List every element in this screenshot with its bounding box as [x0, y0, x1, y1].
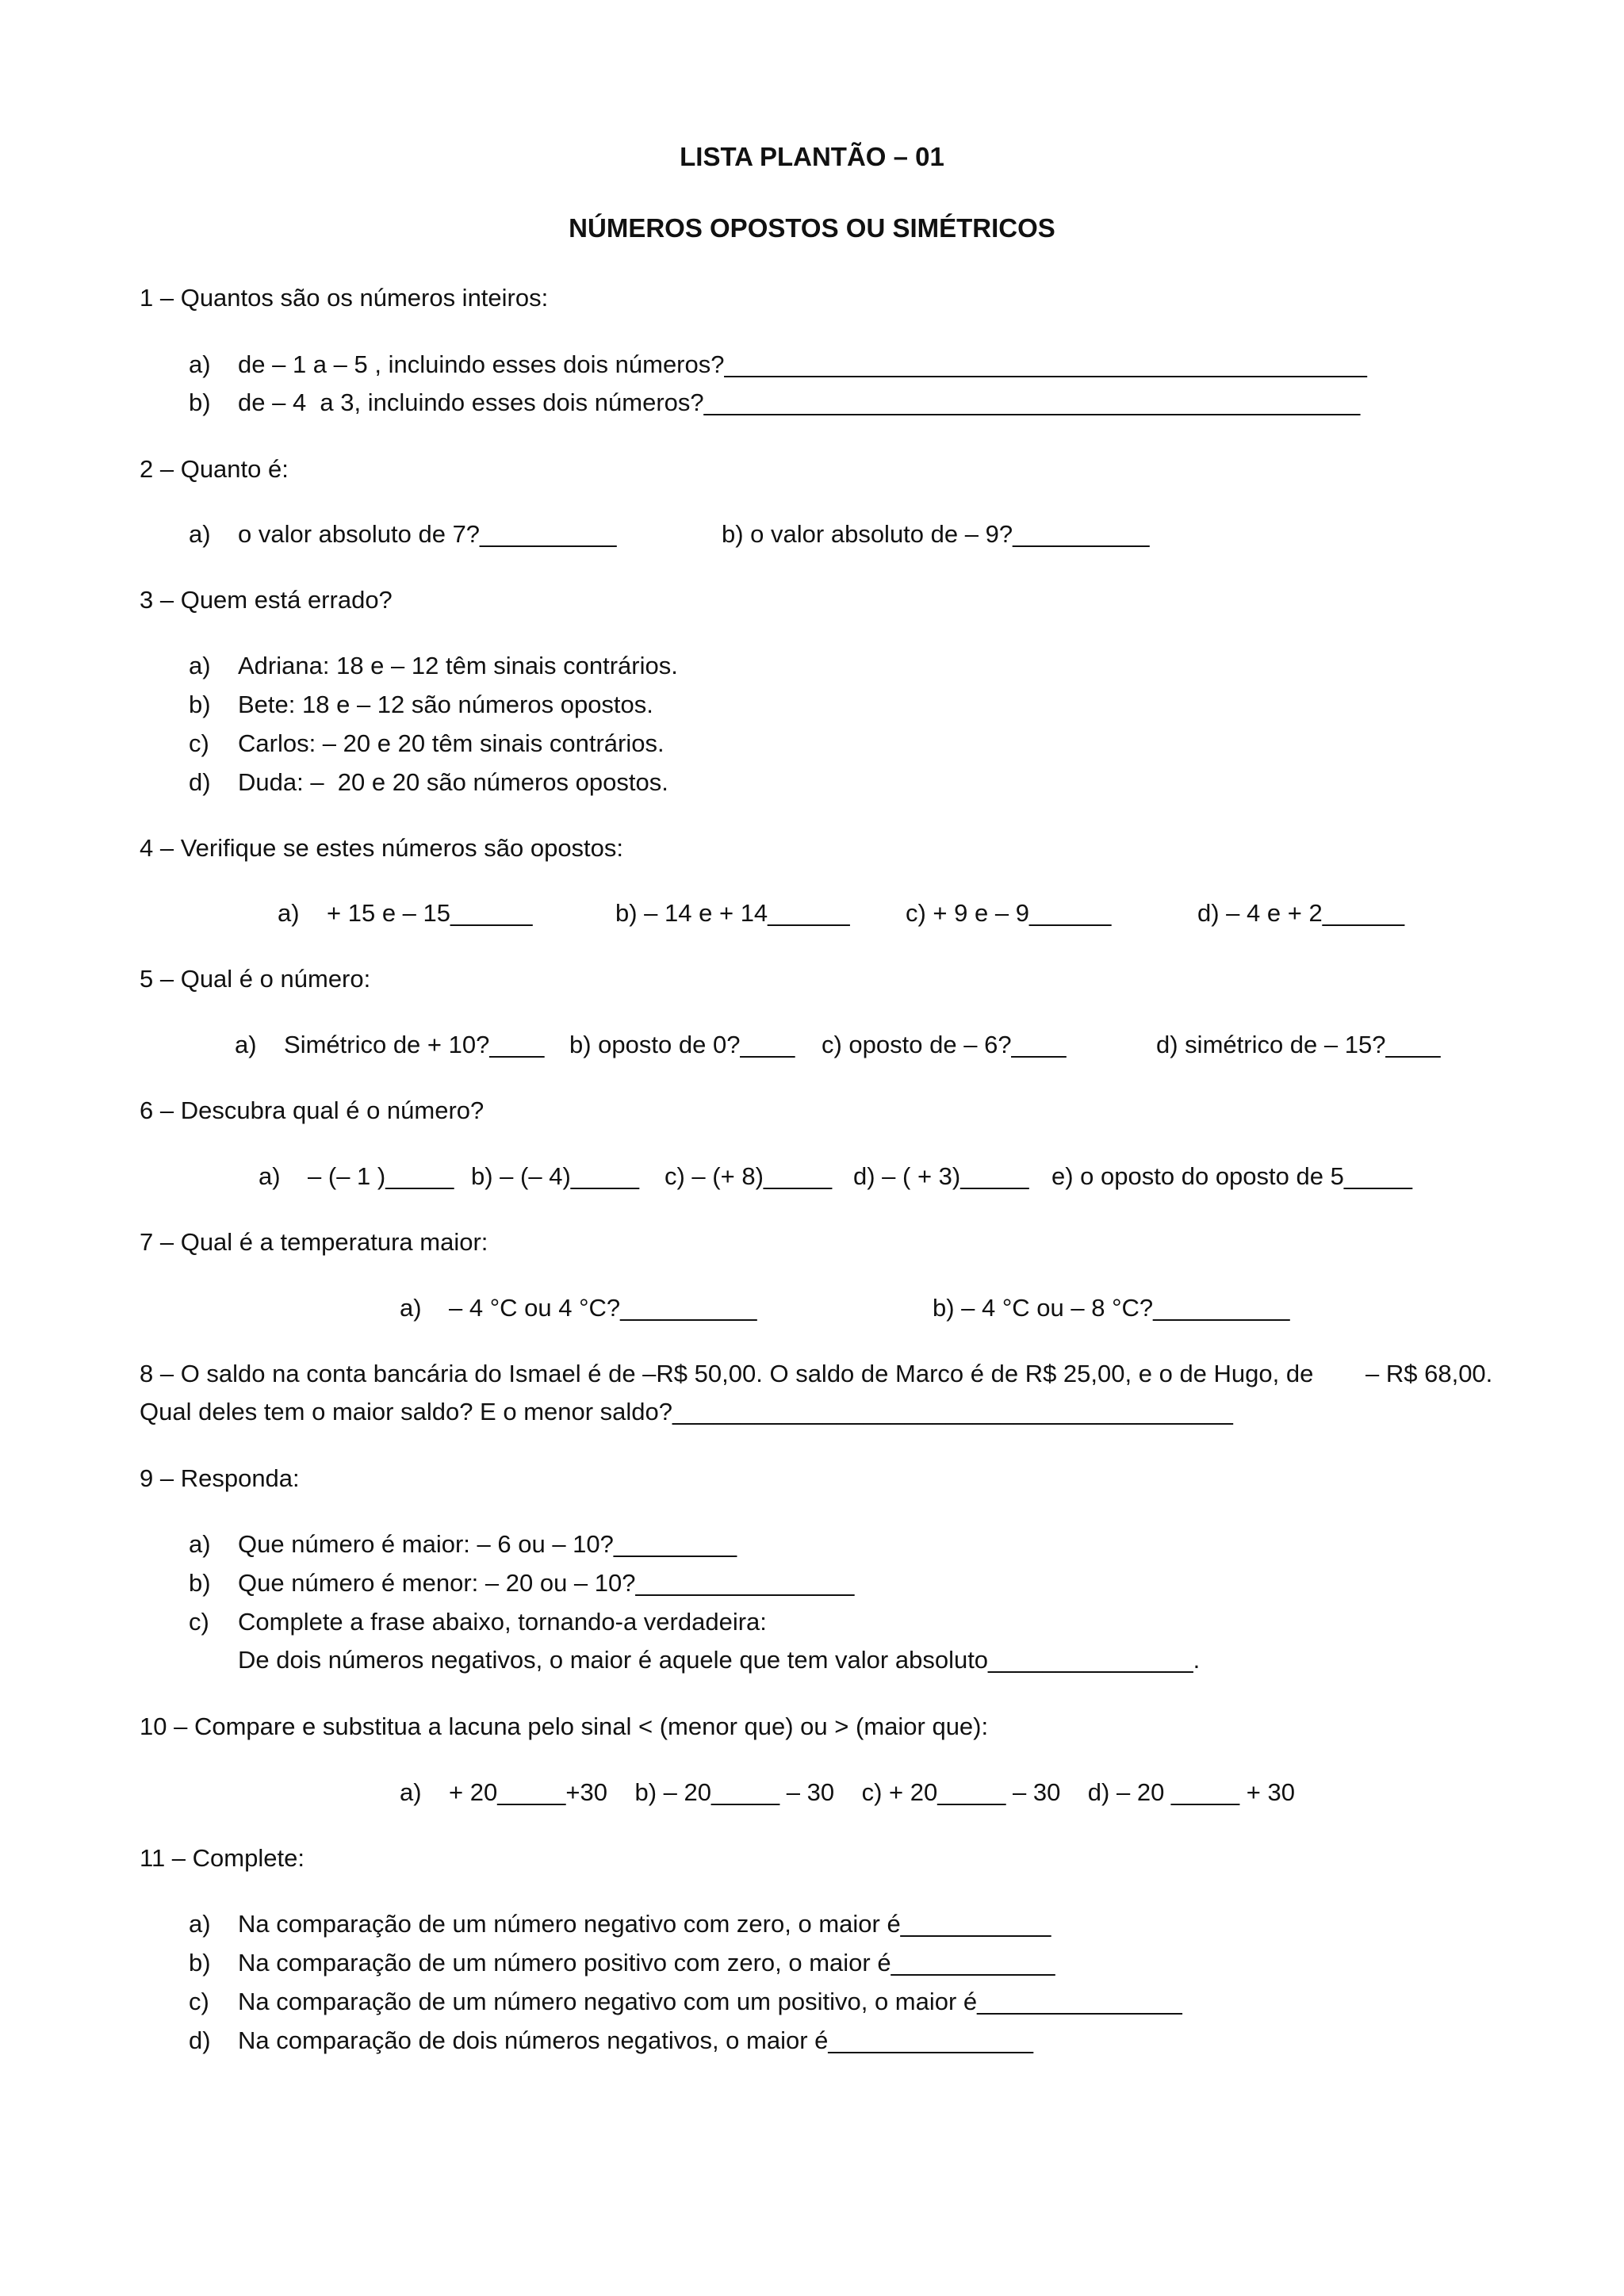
question-3a-letter: a)	[189, 652, 211, 679]
question-11c-text: Na comparação de um número negativo com um positivo, o maior é_______________	[238, 1988, 1182, 2015]
question-3c-text: Carlos: – 20 e 20 têm sinais contrários.	[238, 729, 665, 757]
question-3c-letter: c)	[189, 729, 209, 757]
question-11d-letter: d)	[189, 2026, 211, 2054]
question-11d-text: Na comparação de dois números negativos, o maior é_______________	[238, 2026, 1034, 2054]
question-2-prompt: 2 – Quanto é:	[140, 455, 289, 483]
question-8-line2: Qual deles tem o maior saldo? E o menor saldo?_________________________________________	[140, 1398, 1233, 1425]
question-3d-letter: d)	[189, 768, 211, 796]
question-11c-letter: c)	[189, 1988, 209, 2015]
question-5b: b) oposto de 0?____	[569, 1031, 795, 1058]
question-5c: c) oposto de – 6?____	[822, 1031, 1067, 1058]
question-4b: b) – 14 e + 14______	[615, 899, 850, 927]
question-6a: a) – (– 1 )_____	[259, 1162, 454, 1190]
question-3-prompt: 3 – Quem está errado?	[140, 586, 393, 614]
question-1a-text: de – 1 a – 5 , incluindo esses dois números?_______________________________________________	[238, 350, 1367, 378]
question-4-prompt: 4 – Verifique se estes números são opostos:	[140, 834, 624, 862]
question-10-prompt: 10 – Compare e substitua a lacuna pelo sinal < (menor que) ou > (maior que):	[140, 1712, 989, 1740]
question-9c-letter: c)	[189, 1608, 209, 1636]
question-9b-text: Que número é menor: – 20 ou – 10?________________	[238, 1569, 855, 1597]
question-11-prompt: 11 – Complete:	[140, 1844, 304, 1872]
question-6c: c) – (+ 8)_____	[665, 1162, 833, 1190]
question-10-items: a) + 20_____+30 b) – 20_____ – 30 c) + 20_____ – 30 d) – 20 _____ + 30	[400, 1778, 1295, 1806]
question-3b-text: Bete: 18 e – 12 são números opostos.	[238, 691, 653, 718]
question-1b-text: de – 4 a 3, incluindo esses dois números?________________________________________________	[238, 388, 1361, 416]
question-9c-text: Complete a frase abaixo, tornando-a verdadeira:	[238, 1608, 767, 1636]
question-8-line1-end: – R$ 68,00.	[1365, 1360, 1493, 1387]
question-5a: a) Simétrico de + 10?____	[235, 1031, 545, 1058]
question-4d: d) – 4 e + 2______	[1197, 899, 1405, 927]
question-2a-text: o valor absoluto de 7?__________	[238, 520, 617, 548]
question-9c-continuation: De dois números negativos, o maior é aquele que tem valor absoluto_______________.	[238, 1646, 1201, 1674]
question-2a-letter: a)	[189, 520, 211, 548]
question-11b-text: Na comparação de um número positivo com zero, o maior é____________	[238, 1949, 1055, 1976]
question-9b-letter: b)	[189, 1569, 211, 1597]
question-5-prompt: 5 – Qual é o número:	[140, 965, 371, 993]
question-9a-letter: a)	[189, 1530, 211, 1558]
question-11a-letter: a)	[189, 1910, 211, 1938]
question-11b-letter: b)	[189, 1949, 211, 1976]
question-6d: d) – ( + 3)_____	[853, 1162, 1029, 1190]
question-6e: e) o oposto do oposto de 5_____	[1051, 1162, 1413, 1190]
question-7b: b) – 4 °C ou – 8 °C?__________	[933, 1294, 1290, 1322]
question-1a-letter: a)	[189, 350, 211, 378]
question-9-prompt: 9 – Responda:	[140, 1464, 300, 1492]
question-2b-text: b) o valor absoluto de – 9?__________	[722, 520, 1150, 548]
question-4a: a) + 15 e – 15______	[278, 899, 533, 927]
question-3a-text: Adriana: 18 e – 12 têm sinais contrários.	[238, 652, 678, 679]
question-9a-text: Que número é maior: – 6 ou – 10?_________	[238, 1530, 737, 1558]
question-11a-text: Na comparação de um número negativo com zero, o maior é___________	[238, 1910, 1051, 1938]
question-6b: b) – (– 4)_____	[471, 1162, 639, 1190]
question-1-prompt: 1 – Quantos são os números inteiros:	[140, 284, 549, 312]
question-3d-text: Duda: – 20 e 20 são números opostos.	[238, 768, 668, 796]
question-3b-letter: b)	[189, 691, 211, 718]
question-5d: d) simétrico de – 15?____	[1156, 1031, 1441, 1058]
question-4c: c) + 9 e – 9______	[906, 899, 1112, 927]
question-1b-letter: b)	[189, 388, 211, 416]
question-8-line1: 8 – O saldo na conta bancária do Ismael é de –R$ 50,00. O saldo de Marco é de R$ 25,00, e o de Hugo, de	[140, 1360, 1314, 1387]
page-subtitle: NÚMEROS OPOSTOS OU SIMÉTRICOS	[569, 213, 1055, 243]
page-title: LISTA PLANTÃO – 01	[680, 142, 944, 171]
question-7-prompt: 7 – Qual é a temperatura maior:	[140, 1228, 488, 1256]
question-6-prompt: 6 – Descubra qual é o número?	[140, 1096, 485, 1124]
question-7a: a) – 4 °C ou 4 °C?__________	[400, 1294, 757, 1322]
